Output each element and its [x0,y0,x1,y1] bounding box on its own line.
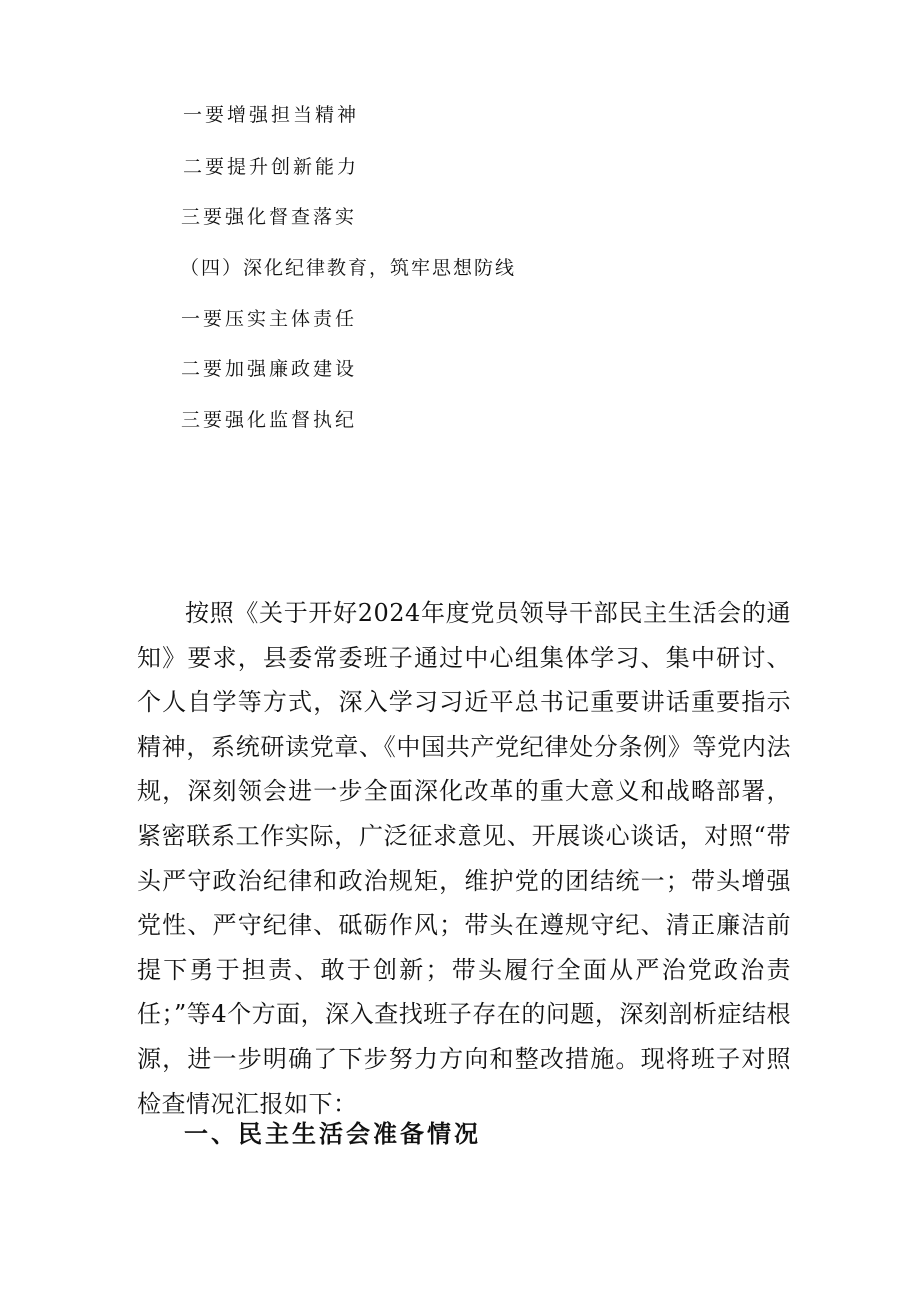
outline-item-6: 二要加强廉政建设 [181,358,358,380]
outline-item-3: 三要强化督查落实 [181,206,358,228]
section-heading: 一、民主生活会准备情况 [184,1119,481,1148]
outline-item-5: 一要压实主体责任 [181,308,358,330]
outline-item-1: 一要增强担当精神 [183,104,360,126]
outline-item-2: 二要提升创新能力 [183,156,360,178]
outline-item-7: 三要强化监督执纪 [181,409,358,431]
body-paragraph: 按照《关于开好2024年度党员领导干部民主生活会的通知》要求，县委常委班子通过中心组集体学习、集中研讨、个人自学等方式，深入学习习近平总书记重要讲话重要指示精神，系统研读党章、《中国共产党纪律处分条例》等党内法规，深刻领会进一步全面深化改革的重大意义和战略部署，紧密联系工作实际，广泛征求意见、开展谈心谈话，对照“带头严守政治纪律和政治规矩，维护党的团结统一；带头增强党性、严守纪律、砥砺作风；带头在遵规守纪、清正廉洁前提下勇于担责、敢于创新；带头履行全面从严治党政治责任；”等4个方面，深入查找班子存在的问题，深刻剖析症结根源，进一步明确了下步努力方向和整改措施。现将班子对照检查情况汇报如下： [137,599,791,1118]
outline-subheading-4: （四）深化纪律教育，筑牢思想防线 [180,257,517,279]
